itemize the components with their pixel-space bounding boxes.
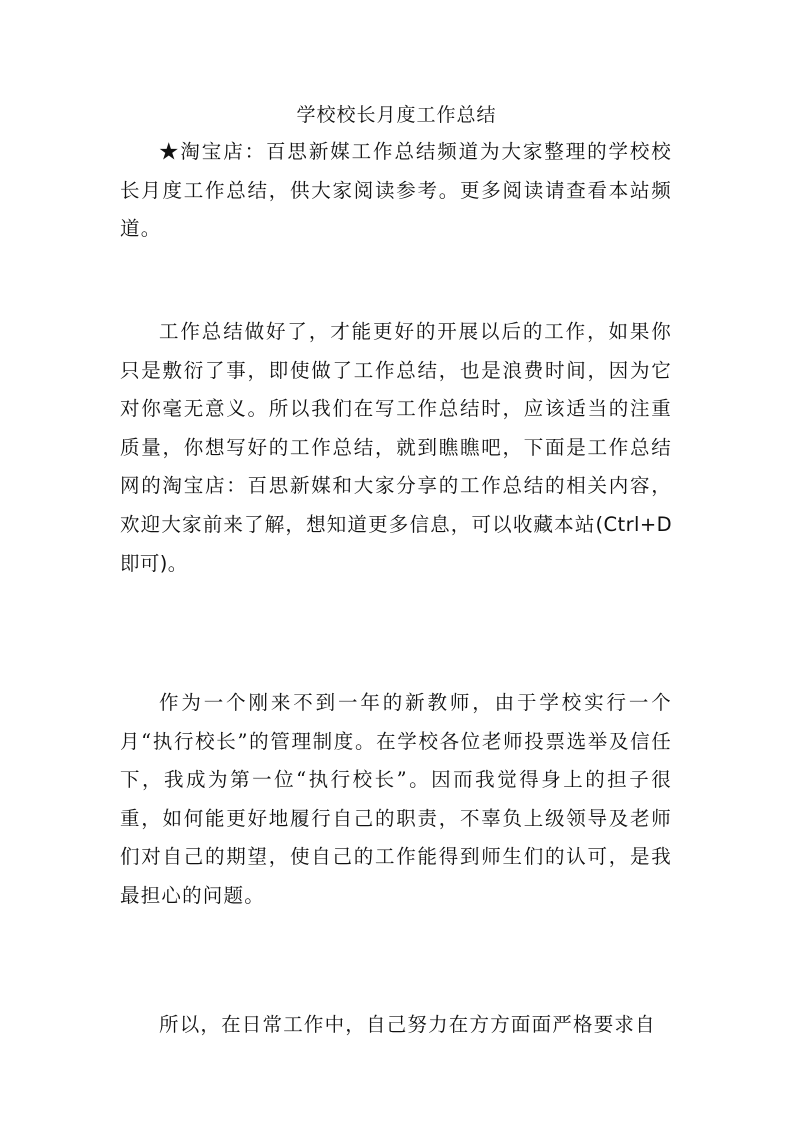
teacher-paragraph: 作为一个刚来不到一年的新教师，由于学校实行一个月“执行校长”的管理制度。在学校各位老师投票选举及信任下，我成为第一位“执行校长”。因而我觉得身上的担子很重，如何能更好地履行自己的职责，不辜负上级领导及老师们对自己的期望，使自己的工作能得到师生们的认可，是我最担心的问题。 <box>120 691 672 907</box>
summary-text: 工作总结做好了，才能更好的开展以后的工作，如果你只是敷衍了事，即使做了工作总结，也是浪费时间，因为它对你毫无意义。所以我们在写工作总结时，应该适当的注重质量，你想写好的工作总结，就到瞧瞧吧，下面是工作总结网的淘宝店：百思新媒和大家分享的工作总结的相关内容， <box>120 320 672 498</box>
work-paragraph: 所以，在日常工作中，自己努力在方方面面严格要求自 <box>159 1013 656 1036</box>
summary-paragraph <box>120 313 672 583</box>
welcome-text: 欢迎大家前来了解，想知道更多信息，可以收藏本站(Ctrl+D即可)。 <box>120 512 672 575</box>
document-title: 学校校长月度工作总结 <box>296 104 497 126</box>
intro-paragraph: ★淘宝店：百思新媒工作总结频道为大家整理的学校校长月度工作总结，供大家阅读参考。更多阅读请查看本站频道。 <box>120 140 672 241</box>
